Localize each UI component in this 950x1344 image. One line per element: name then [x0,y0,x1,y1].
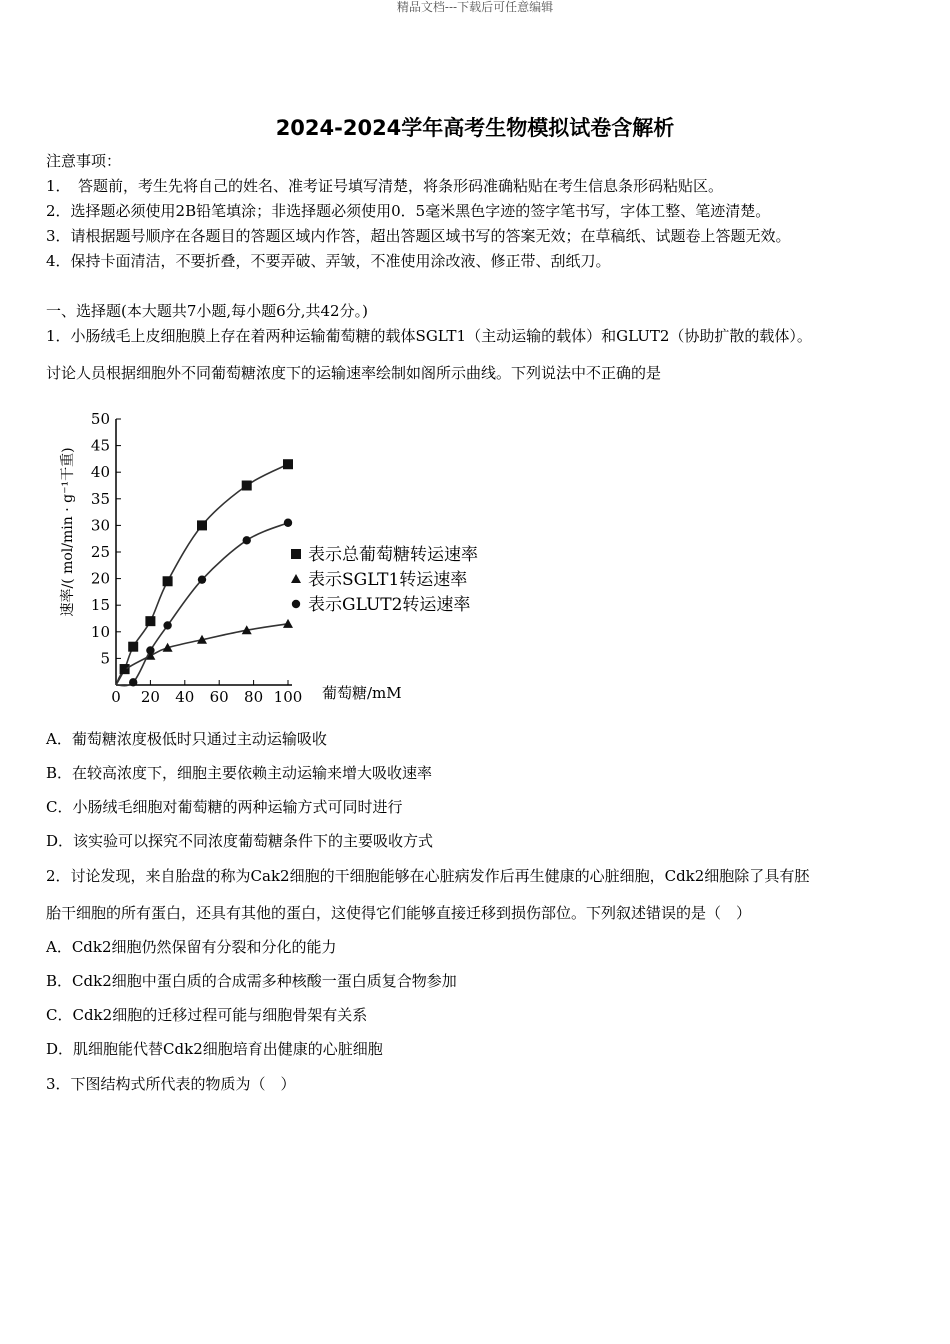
y-tick-label: 5 [100,649,110,668]
q3-stem: 3．下图结构式所代表的物质为（ ） [46,1075,296,1093]
q2-option-a: A．Cdk2细胞仍然保留有分裂和分化的能力 [46,938,337,956]
y-tick-label: 25 [90,543,110,561]
circle-point [243,536,251,544]
q1-option-c: C．小肠绒毛细胞对葡萄糖的两种运输方式可同时进行 [46,798,403,816]
square-point [197,520,207,530]
notice-item: 3．请根据题号顺序在各题目的答题区域内作答，超出答题区域书写的答案无效；在草稿纸、试题卷上答题无效。 [46,227,791,245]
square-point [128,642,138,652]
q1-option-d: D．该实验可以探究不同浓度葡萄糖条件下的主要吸收方式 [46,832,434,850]
circle-point [146,646,154,654]
y-tick-label: 20 [90,569,110,588]
x-tick-label: 0 [111,688,121,706]
y-tick-label: 10 [90,622,110,641]
y-tick-label: 45 [90,436,110,455]
legend-label: 表示总葡萄糖转运速率 [308,545,478,565]
q2-stem-line1: 2．讨论发现，来自胎盘的称为Cak2细胞的干细胞能够在心脏病发作后再生健康的心脏细胞，Cdk2细胞除了具有胚 [46,867,810,885]
notice-item: 2．选择题必须使用2B铅笔填涂；非选择题必须使用0．5毫米黑色字迹的签字笔书写，字体工整、笔迹清楚。 [46,202,771,220]
q2-option-c: C．Cdk2细胞的迁移过程可能与细胞骨架有关系 [46,1006,368,1024]
y-tick-label: 15 [90,596,110,615]
x-tick-label: 100 [273,688,303,706]
q1-option-a: A．葡萄糖浓度极低时只通过主动运输吸收 [46,730,327,748]
square-point [163,576,173,586]
x-tick-label: 40 [175,688,195,706]
notice-heading: 注意事项： [46,152,122,170]
y-tick-label: 30 [90,516,110,535]
circle-point [292,600,300,608]
square-point [242,481,252,491]
q2-option-b: B．Cdk2细胞中蛋白质的合成需多种核酸一蛋白质复合物参加 [46,972,457,990]
notice-item: 4．保持卡面清洁，不要折叠，不要弄破、弄皱，不准使用涂改液、修正带、刮纸刀。 [46,252,611,270]
transport-rate-chart [50,392,520,712]
circle-point [198,575,206,583]
legend-label: 表示GLUT2转运速率 [308,595,471,615]
triangle-point [291,574,301,583]
x-tick-label: 80 [244,688,264,706]
q2-stem-line2: 胎干细胞的所有蛋白，还具有其他的蛋白，这使得它们能够直接迁移到损伤部位。下列叙述错误的是（ ） [46,904,752,922]
square-point [145,616,155,626]
square-point [283,459,293,469]
x-tick-label: 60 [209,688,229,706]
series-line-circle [116,523,288,686]
notice-item: 1． 答题前，考生先将自己的姓名、准考证号填写清楚，将条形码准确粘贴在考生信息条形码粘贴区。 [46,177,724,195]
circle-point [284,519,292,527]
series-line-square [116,464,288,685]
y-tick-label: 35 [90,489,110,508]
q1-option-b: B．在较高浓度下，细胞主要依赖主动运输来增大吸收速率 [46,764,433,782]
x-tick-label: 20 [140,688,160,706]
y-tick-label: 50 [90,410,110,428]
circle-point [129,678,137,686]
page-title: 2024-2024学年高考生物模拟试卷含解析 [275,116,675,140]
square-point [291,549,301,559]
chart-svg [50,392,520,712]
y-axis-title: 速率/( mol/min · g⁻¹干重) [60,447,76,617]
q1-stem-line1: 1．小肠绒毛上皮细胞膜上存在着两种运输葡萄糖的载体SGLT1（主动运输的载体）和GLUT2（协助扩散的载体）。 [46,327,812,345]
circle-point [163,621,171,629]
section-heading: 一、选择题(本大题共7小题,每小题6分,共42分。) [46,302,368,320]
legend-label: 表示SGLT1转运速率 [308,570,468,590]
triangle-point [283,619,293,628]
q1-stem-line2: 讨论人员根据细胞外不同葡萄糖浓度下的运输速率绘制如阁所示曲线。下列说法中不正确的是 [46,364,662,382]
header-note: 精品文档---下载后可任意编辑 [396,0,554,14]
y-tick-label: 40 [90,463,110,482]
q2-option-d: D．肌细胞能代替Cdk2细胞培育出健康的心脏细胞 [46,1040,383,1058]
x-axis-title: 葡萄糖/mM [322,684,402,702]
